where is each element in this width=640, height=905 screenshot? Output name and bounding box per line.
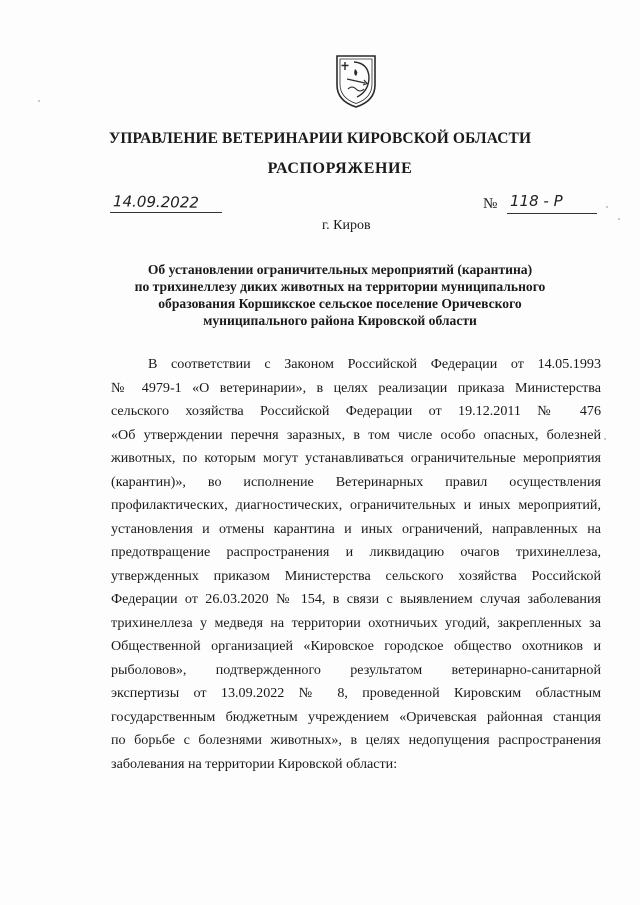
date-underline	[110, 212, 222, 213]
scan-speck	[38, 100, 40, 102]
body-line: рыболовов», подтвержденного результатом ветеринарно-санитарной	[111, 661, 601, 678]
number-value: 118 - Р	[510, 192, 563, 210]
body-line: по борьбе с болезнями животных», в целях недопущения распространения	[111, 732, 601, 748]
scan-speck	[606, 206, 608, 208]
number-underline	[507, 213, 597, 214]
body-line: Федерации от 26.03.2020 № 154, в связи с выявлением случая заболевания	[111, 591, 601, 607]
coat-of-arms-icon	[333, 53, 379, 109]
body-line: (карантин)», во исполнение Ветеринарных правил осуществления	[111, 473, 601, 490]
body-line: предотвращение распространения и ликвидацию очагов трихинеллеза,	[111, 544, 601, 560]
document-type: РАСПОРЯЖЕНИЕ	[267, 160, 413, 177]
document-date: 14.09.2022	[112, 192, 200, 212]
body-line: установления и отмены карантина и иных ограничений, направленных на	[111, 520, 601, 537]
number-sign: №	[483, 196, 498, 212]
body-line: Общественной организацией «Кировское городское общество охотников и	[111, 638, 601, 654]
body-line: В соответствии с Законом Российской Федерации от 14.05.1993	[148, 356, 601, 372]
body-line: животных, по которым могут устанавливаться ограничительные мероприятия	[111, 450, 601, 466]
body-line: экспертизы от 13.09.2022 № 8, проведенной Кировским областным	[111, 685, 601, 701]
organization-name: УПРАВЛЕНИЕ ВЕТЕРИНАРИИ КИРОВСКОЙ ОБЛАСТИ	[108, 130, 532, 147]
scan-speck	[604, 438, 606, 440]
body-line: № 4979-1 «О ветеринарии», в целях реализации приказа Министерства	[111, 379, 601, 396]
body-line: государственным бюджетным учреждением «Оричевская районная станция	[111, 708, 601, 725]
subject-line: образования Коршикское сельское поселение Оричевского	[158, 296, 522, 311]
subject-heading	[100, 261, 580, 329]
body-line: сельского хозяйства Российской Федерации от 19.12.2011 № 476	[111, 403, 601, 419]
subject-line: по трихинеллезу диких животных на территории муниципального	[134, 279, 546, 294]
body-paragraph	[111, 353, 601, 776]
body-line: утвержденных приказом Министерства сельского хозяйства Российской	[111, 567, 601, 584]
subject-line: муниципального района Кировской области	[203, 313, 477, 328]
body-line: заболевания на территории Кировской области:	[111, 755, 398, 772]
scan-speck	[618, 218, 620, 220]
city: г. Киров	[322, 218, 371, 233]
body-line: профилактических, диагностических, ограничительных и иных мероприятий,	[111, 497, 601, 513]
body-line: трихинеллеза у медведя на территории охотничьих угодий, закрепленных за	[111, 614, 601, 631]
subject-line: Об установлении ограничительных мероприятий (карантина)	[147, 262, 533, 277]
body-line: «Об утверждении перечня заразных, в том числе особо опасных, болезней	[111, 426, 601, 443]
